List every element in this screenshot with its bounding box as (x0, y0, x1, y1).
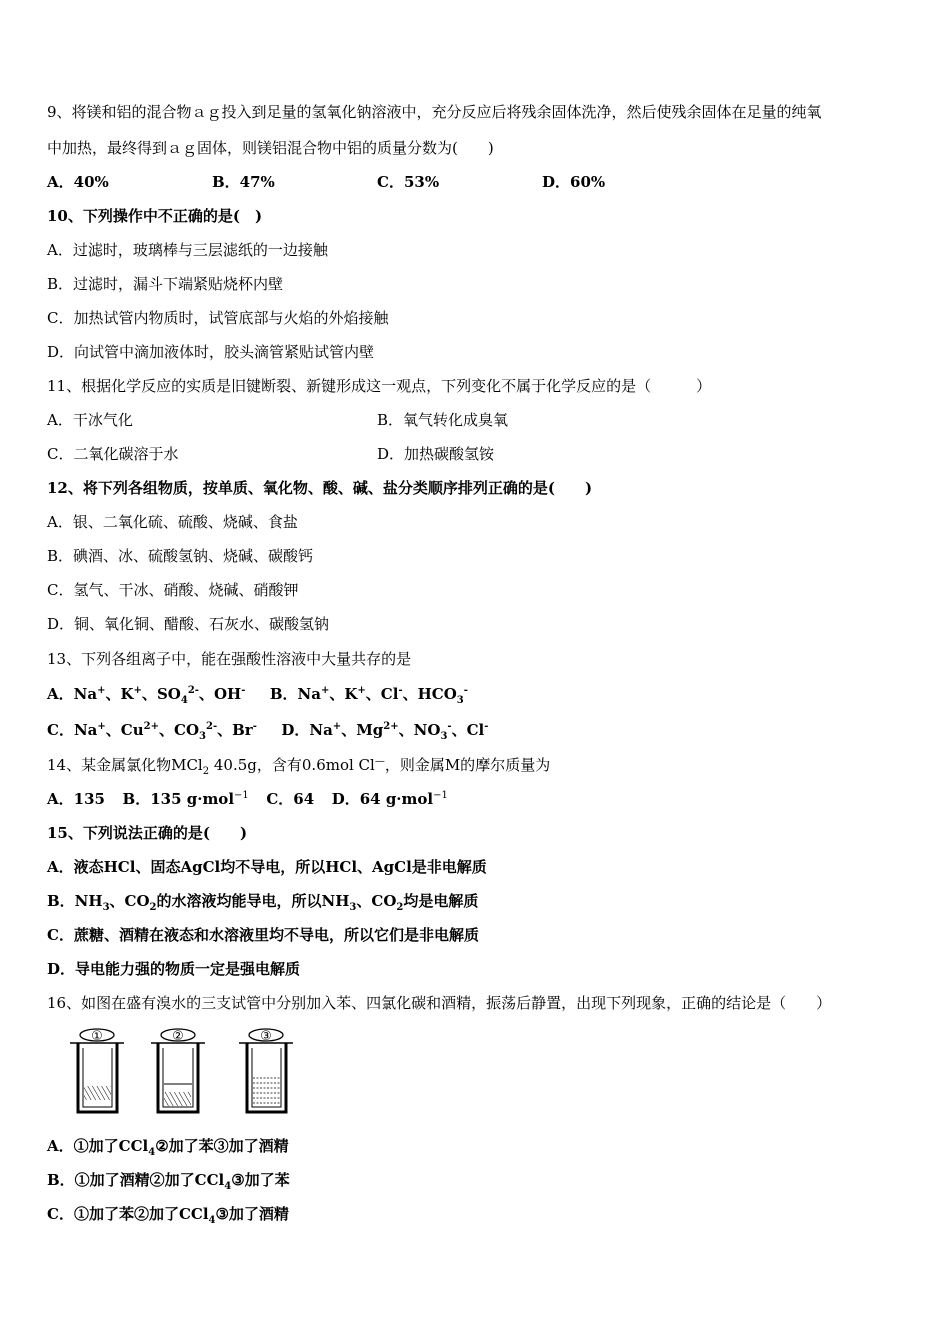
q15-option-b (47, 891, 478, 911)
q9-option-a (47, 172, 109, 192)
ion-cl: Cl (466, 721, 485, 739)
q13-label-a: A． (47, 685, 74, 703)
q11-stem: 11、根据化学反应的实质是旧键断裂、新键形成这一观点，下列变化不属于化学反应的是（ ） (47, 377, 712, 395)
ion-k: K (120, 685, 134, 703)
sep: 、 (141, 685, 157, 703)
q9-option-b (212, 172, 275, 192)
q16-b-part1: B．①加了酒精②加了CCl (47, 1171, 225, 1189)
sep: 、 (198, 685, 214, 703)
subscript: 4 (224, 1181, 232, 1192)
q13-options-ab (47, 684, 468, 704)
tube-1-label: ① (91, 1029, 103, 1044)
q16-option-a (47, 1136, 289, 1156)
ion-no: NO (413, 721, 441, 739)
charge: 2- (187, 685, 199, 696)
ion-na: Na (309, 721, 333, 739)
q12-option-c: C．氢气、干冰、硝酸、烧碱、硝酸钾 (47, 581, 299, 599)
subscript: 3 (456, 695, 464, 706)
tube-2-layer (164, 1092, 191, 1106)
q11-option-b: B．氧气转化成臭氧 (377, 411, 509, 429)
q16-stem: 16、如图在盛有溴水的三支试管中分别加入苯、四氯化碳和酒精，振荡后静置，出现下列现象，正确的结论是（ ） (47, 994, 832, 1012)
ion-hco: HCO (417, 685, 457, 703)
charge: - (447, 721, 452, 732)
subscript: 3 (102, 902, 110, 913)
sep: 、 (365, 685, 381, 703)
q12-option-d: D．铜、氧化铜、醋酸、石灰水、碳酸氢钠 (47, 615, 330, 633)
charge: - (484, 721, 489, 732)
superscript: −1 (433, 790, 448, 801)
charge: - (398, 685, 403, 696)
q14-options (47, 789, 448, 809)
charge: - (252, 721, 257, 732)
tube-3-liquid (253, 1078, 280, 1103)
q14-option-a: A．135 (47, 790, 105, 808)
sep: 、 (217, 721, 233, 739)
q12-option-b: B．碘酒、冰、硫酸氢钠、烧碱、碳酸钙 (47, 547, 314, 565)
q10-option-a: A．过滤时，玻璃棒与三层滤纸的一边接触 (47, 241, 328, 259)
q16-b-part2: ③加了苯 (231, 1171, 290, 1189)
superscript: — (374, 756, 385, 767)
subscript: 2 (202, 766, 210, 777)
charge: + (332, 721, 342, 732)
q13-label-d: D． (281, 721, 310, 739)
test-tubes-svg (62, 1026, 322, 1118)
q9-option-a-text: A．40% (47, 173, 109, 191)
q11-option-a: A．干冰气化 (47, 411, 133, 429)
subscript: 4 (148, 1147, 156, 1158)
q14-stem (47, 755, 550, 775)
q10-option-b: B．过滤时，漏斗下端紧贴烧杯内壁 (47, 275, 284, 293)
test-tubes-figure (62, 1026, 322, 1118)
ion-cl: Cl (380, 685, 399, 703)
q10-option-d: D．向试管中滴加液体时，胶头滴管紧贴试管内壁 (47, 343, 375, 361)
tube-1-layer (84, 1086, 111, 1100)
q9-stem-line1: 9、将镁和铝的混合物ａｇ投入到足量的氢氧化钠溶液中，充分反应后将残余固体洗净，然后使残余固体在足量的纯氧 (47, 103, 822, 121)
q16-a-part2: ②加了苯③加了酒精 (155, 1137, 289, 1155)
tube-3-label: ③ (260, 1029, 272, 1044)
ion-mg: Mg (356, 721, 384, 739)
q15-b-part3: 的水溶液均能导电，所以NH (156, 892, 350, 910)
q14-option-b: B．135 g·mol (122, 790, 235, 808)
q16-c-part2: ③加了酒精 (215, 1205, 289, 1223)
q10-option-c: C．加热试管内物质时，试管底部与火焰的外焰接触 (47, 309, 389, 327)
superscript: −1 (234, 790, 249, 801)
tube-1 (70, 1029, 124, 1112)
charge: + (97, 685, 106, 696)
q9-stem-line2: 中加热，最终得到ａｇ固体，则镁铝混合物中铝的质量分数为( ) (47, 139, 494, 157)
tube-3 (239, 1029, 293, 1112)
q13-options-cd (47, 720, 488, 740)
sep: 、 (341, 721, 357, 739)
charge: - (463, 685, 468, 696)
q9-option-d (542, 172, 605, 192)
sep: 、 (105, 721, 121, 739)
q15-b-part5: 均是电解质 (403, 892, 479, 910)
q13-label-b: B． (269, 685, 298, 703)
q9-option-c-text: C．53% (377, 173, 440, 191)
q14-option-d: D．64 g·mol (331, 790, 434, 808)
q15-option-d: D．导电能力强的物质一定是强电解质 (47, 960, 301, 978)
q11-option-c: C．二氧化碳溶于水 (47, 445, 179, 463)
q9-option-c (377, 172, 439, 192)
subscript: 3 (440, 731, 448, 742)
subscript: 3 (199, 731, 206, 742)
q16-c-part1: C．①加了苯②加了CCl (47, 1205, 209, 1223)
subscript: 2 (149, 902, 157, 913)
ion-na: Na (73, 685, 98, 703)
sep: 、 (451, 721, 467, 739)
ion-k: K (344, 685, 358, 703)
charge: 2- (206, 721, 218, 732)
q15-stem: 15、下列说法正确的是( ) (47, 824, 248, 842)
ion-co: CO (174, 721, 200, 739)
q14-option-c: C．64 (266, 790, 315, 808)
charge: 2+ (143, 721, 159, 732)
sep: 、 (329, 685, 345, 703)
subscript: 3 (349, 902, 357, 913)
ion-so: SO (156, 685, 181, 703)
q16-option-c (47, 1204, 289, 1224)
q15-b-part1: B．NH (47, 892, 103, 910)
sep: 、 (398, 721, 414, 739)
q13-label-c: C． (47, 721, 74, 739)
ion-oh: OH (213, 685, 242, 703)
q16-option-b (47, 1170, 290, 1190)
tube-2-label: ② (172, 1029, 184, 1044)
subscript: 4 (208, 1215, 216, 1226)
charge: + (133, 685, 142, 696)
q11-option-d: D．加热碳酸氢铵 (377, 445, 495, 463)
q12-stem: 12、将下列各组物质，按单质、氧化物、酸、碱、盐分类顺序排列正确的是( ) (47, 479, 593, 497)
subscript: 2 (396, 902, 404, 913)
ion-cu: Cu (120, 721, 144, 739)
q14-stem-a: 14、某金属氯化物MCl (47, 756, 203, 774)
ion-br: Br (232, 721, 253, 739)
q15-option-a: A．液态HCl、固态AgCl均不导电，所以HCl、AgCl是非电解质 (47, 858, 487, 876)
subscript: 4 (180, 695, 188, 706)
charge: + (357, 685, 366, 696)
charge: + (320, 685, 330, 696)
tube-2 (151, 1029, 205, 1112)
q15-b-part2: 、CO (109, 892, 150, 910)
sep: 、 (105, 685, 121, 703)
q15-b-part4: 、CO (356, 892, 397, 910)
charge: + (97, 721, 106, 732)
ion-na: Na (73, 721, 98, 739)
q9-option-d-text: D．60% (542, 173, 606, 191)
q12-option-a: A．银、二氧化硫、硫酸、烧碱、食盐 (47, 513, 298, 531)
charge: 2+ (383, 721, 399, 732)
q9-option-b-text: B．47% (212, 173, 275, 191)
charge: - (241, 685, 246, 696)
sep: 、 (402, 685, 418, 703)
q10-stem: 10、下列操作中不正确的是( ) (47, 207, 263, 225)
q13-stem: 13、下列各组离子中，能在强酸性溶液中大量共存的是 (47, 650, 412, 668)
q16-a-part1: A．①加了CCl (47, 1137, 149, 1155)
q15-option-c: C．蔗糖、酒精在液态和水溶液里均不导电，所以它们是非电解质 (47, 926, 479, 944)
q14-stem-c: ，则金属M的摩尔质量为 (384, 756, 551, 774)
ion-na: Na (297, 685, 321, 703)
q14-stem-b: 40.5g，含有0.6mol Cl (209, 756, 375, 774)
sep: 、 (159, 721, 175, 739)
